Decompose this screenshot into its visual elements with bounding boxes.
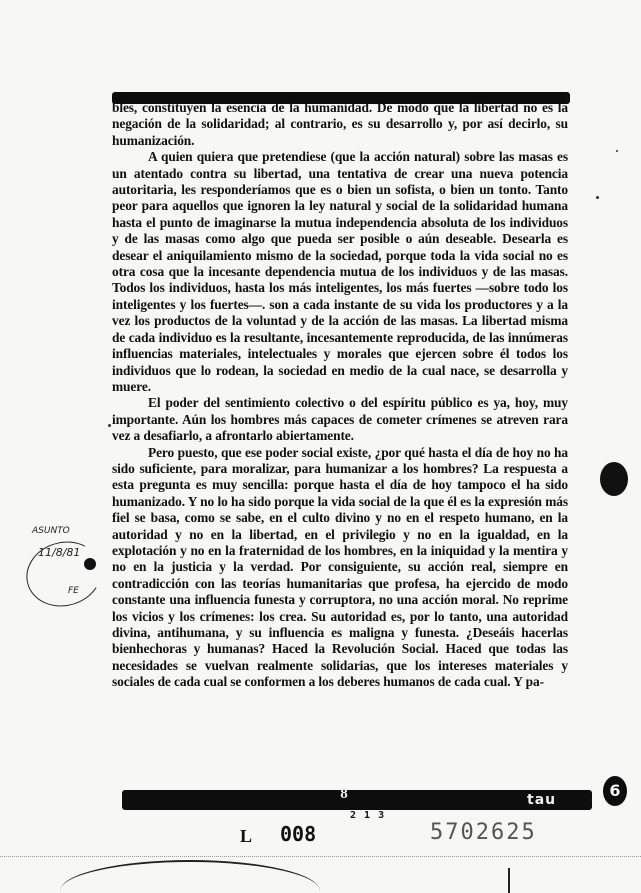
page-number: 8 — [340, 786, 348, 802]
archive-mark: L — [240, 826, 253, 846]
publication-logo: tau — [527, 792, 557, 808]
footer-circle-mark: 6 — [603, 776, 627, 806]
paragraph-2: A quien quiera que pretendiese (que la acción natural) sobre las masas es un atentado contra su libertad, una tentativa de crear una nueva potencia autoritaria, les responderíamos que es o bien un sofista, o bien un tonto. Tanto peor para aquellos que ignoren la ley natural y social de la solidaridad humana hasta el punto de imaginarse la mutua independencia absoluta de los individuos y de las masas como algo que pueda ser posible o aún deseable. Desearla es desear el aniquilamiento mismo de la sociedad, porque toda la vida social no es otra cosa que la incesante dependencia mutua de los individuos y de las masas. Todos los individuos, hasta los más inteligentes, los más fuertes —sobre todo los inteligentes y los fuertes—. son a cada instante de su vida los productores y a la vez los productos de la voluntad y de la acción de las masas. La libertad misma de cada individuo es la resultante, incesantemente reproducida, de las innúmeras influencias materiales, intelectuales y morales que ejercen sobre él todos los individuos que lo rodean, la sociedad en medio de la cual nace, se desarrolla y muere. — [112, 149, 568, 394]
margin-note-initials: FE — [68, 586, 79, 596]
margin-note-subject: ASUNTO — [32, 526, 70, 536]
scan-speck — [596, 196, 599, 199]
archive-folio-number: 008 — [280, 822, 317, 846]
ink-blot — [84, 558, 96, 570]
punch-hole-mark — [600, 462, 628, 496]
scan-speck — [108, 424, 111, 427]
archive-code: 5702625 — [430, 820, 537, 845]
archive-stamp-small: 2 1 3 — [350, 810, 386, 821]
margin-note-date: 11/8/81 — [38, 546, 81, 559]
paragraph-3: El poder del sentimiento colectivo o del espíritu público es ya, hoy, muy importante. Aún los hombres más capaces de cometer crímenes se atreven rara vez a desafiarlo, a afrontarlo abiertamente. — [112, 395, 568, 444]
body-text — [112, 100, 568, 691]
scan-vertical-artifact — [508, 868, 510, 893]
footer-black-bar — [122, 790, 592, 810]
scan-speck — [616, 150, 618, 152]
paragraph-4: Pero puesto, que ese poder social existe, ¿por qué hasta el día de hoy no ha sido suficiente, para moralizar, para humanizar a los hombres? La respuesta a esta pregunta es muy sencilla: porque hasta el día de hoy tampoco el ha sido humanizado. Y no lo ha sido porque la vida social de la que él es la expresión más fiel se basa, como se sabe, en el culto divino y no en el respeto humano, en la autoridad y no en la libertad, en el privilegio y no en la igualdad, en la explotación y no en la fraternidad de los hombres, en la iniquidad y la mentira y no en la justicia y la verdad. Por consiguiente, su acción real, siempre en contradicción con las teorías humanitarias que profesa, ha ejercido de modo constante una influencia funesta y corruptora, no una acción moral. No reprime los vicios y los crímenes: los crea. Su autoridad es, por lo tanto, una autoridad divina, antihumana, y su influencia es maligna y funesta. ¿Deseáis hacerlas bienhechoras y humanas? Haced la Revolución Social. Haced que todas las necesidades se vuelvan realmente solidarias, que los intereses materiales y sociales de cada cual se conformen a los deberes humanos de cada cual. Y pa- — [112, 444, 568, 690]
scan-edge-noise — [0, 856, 641, 867]
paragraph-1: bles, constituyen la esencia de la humanidad. De modo que la libertad no es la negación de la solidaridad; al contrario, es su desarrollo y, por así decirlo, su humanización. — [112, 100, 568, 148]
